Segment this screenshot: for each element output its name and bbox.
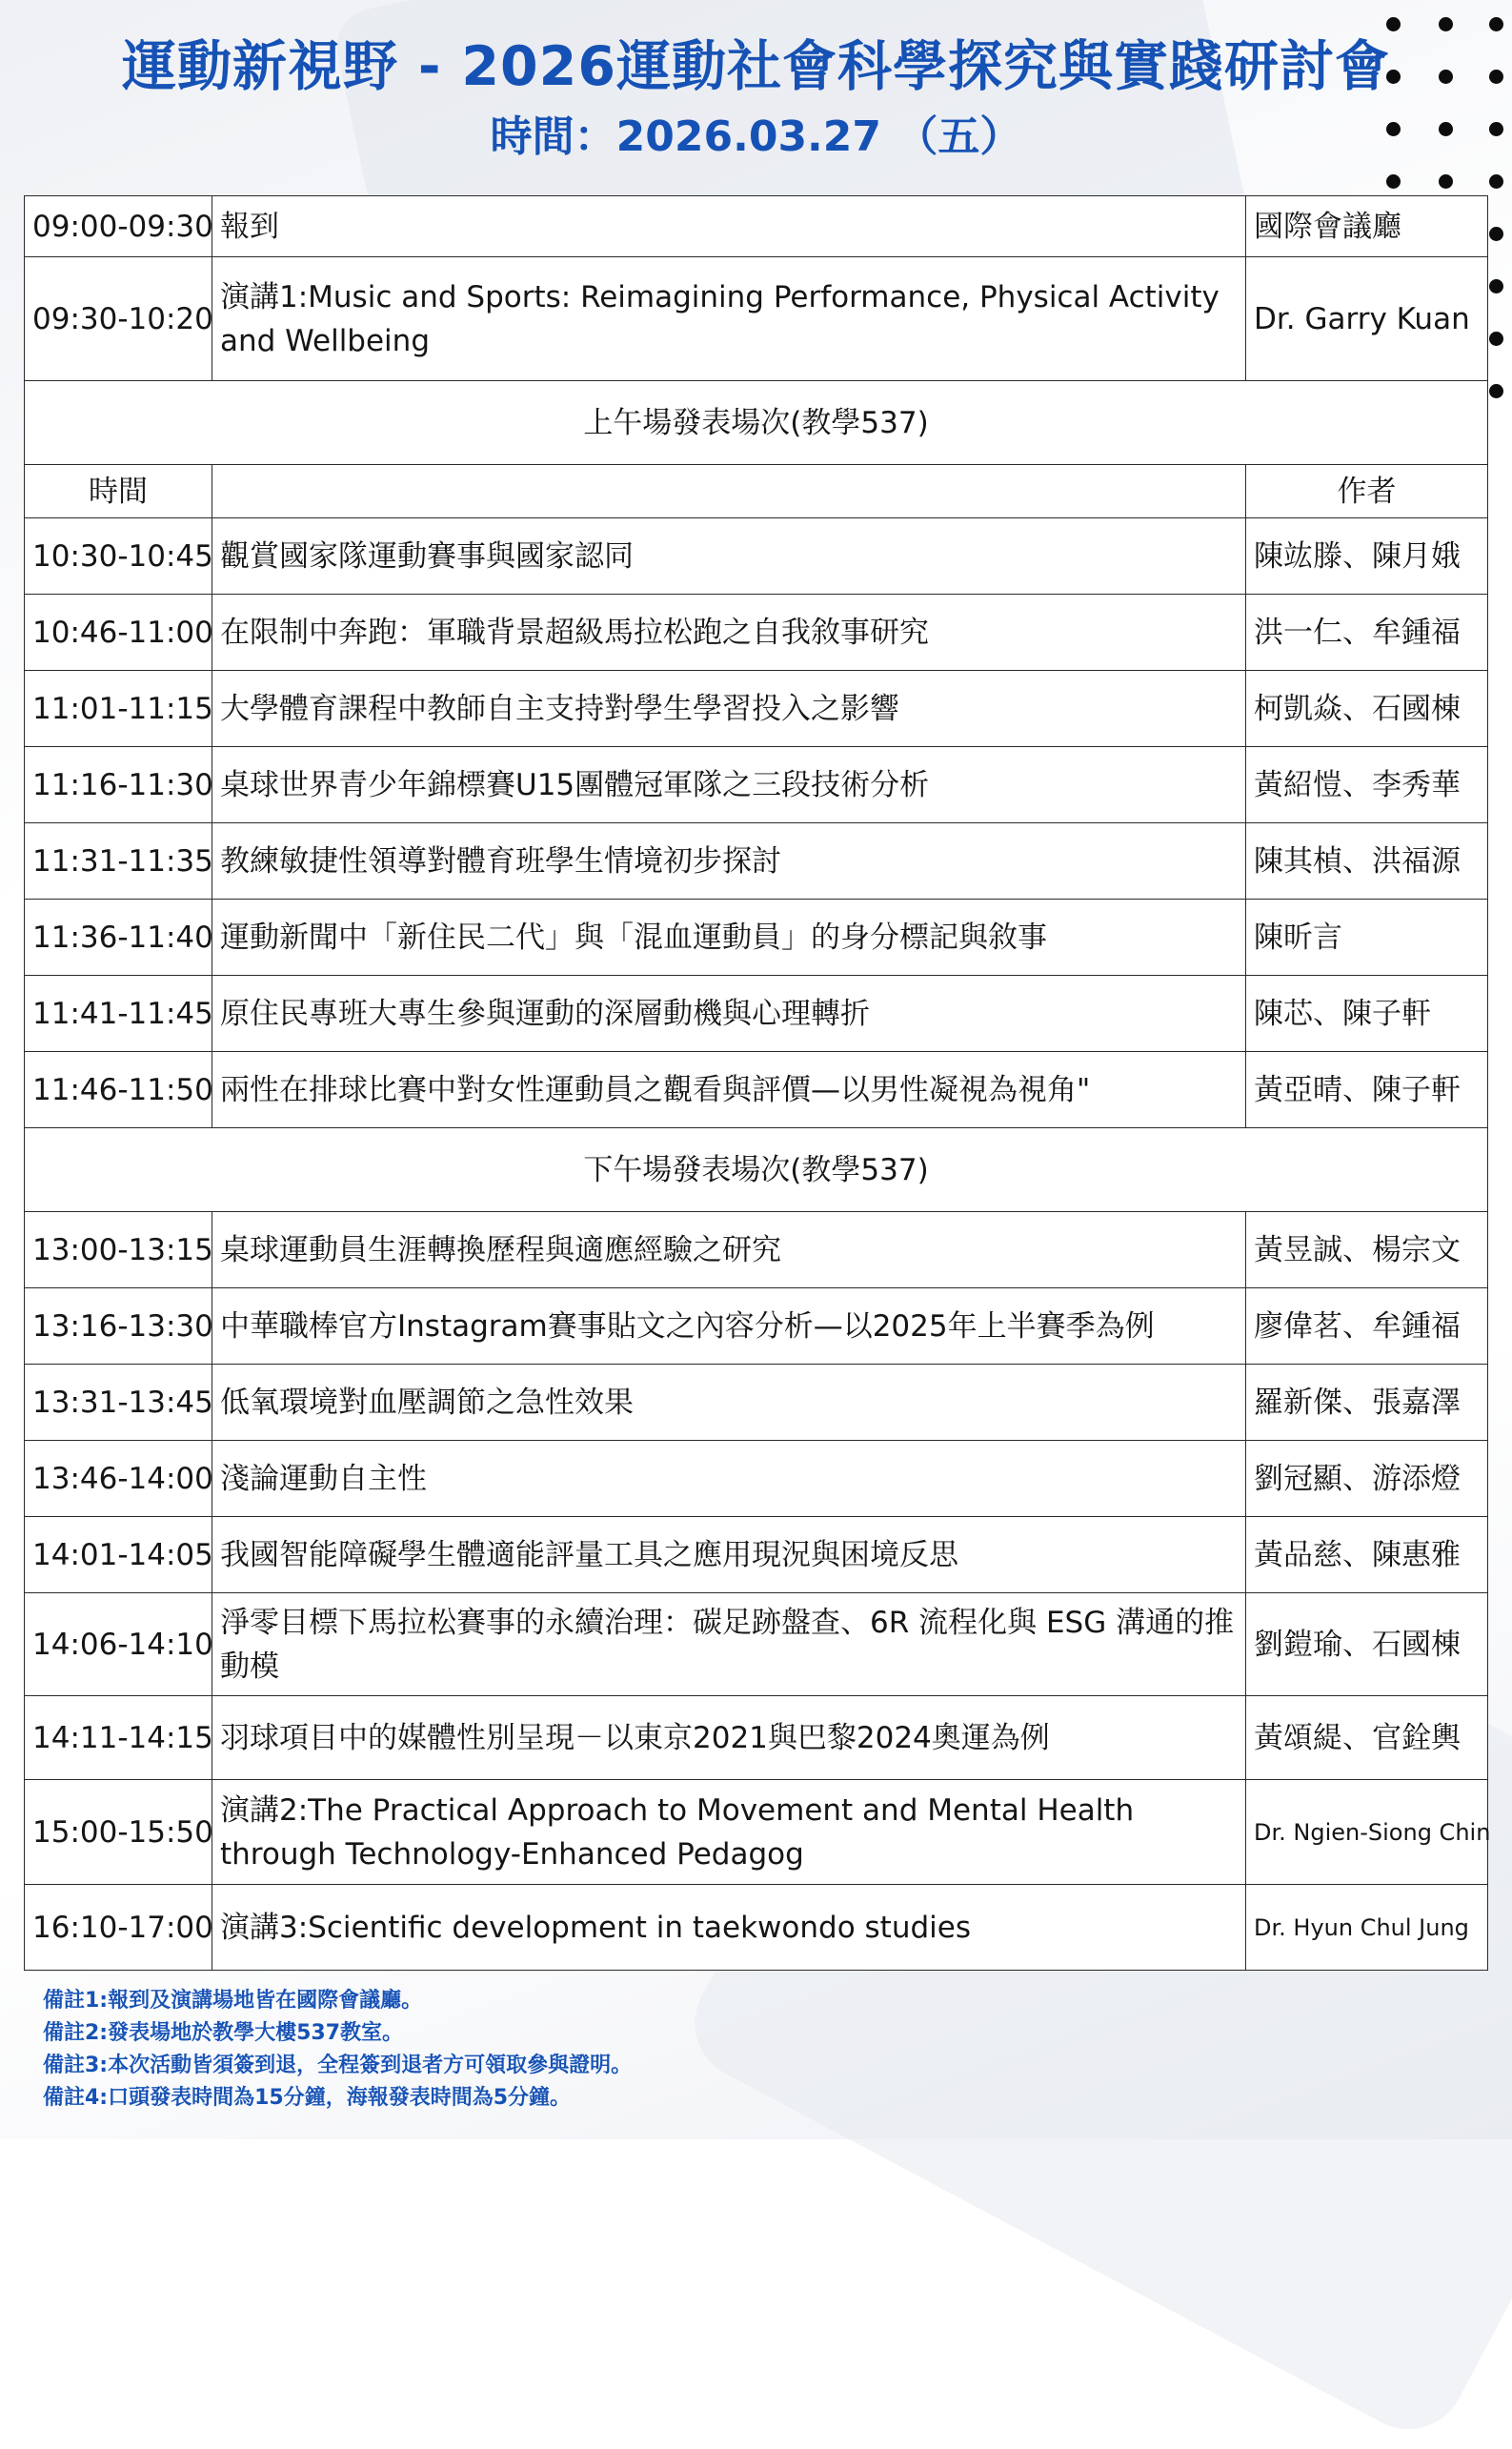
topic-cell: 原住民專班大專生參與運動的深層動機與心理轉折 (212, 976, 1246, 1052)
dot (1489, 174, 1503, 189)
table-row (25, 1365, 1488, 1441)
author-cell: 羅新傑、張嘉澤 (1246, 1365, 1488, 1441)
table-row (25, 823, 1488, 900)
table-row (25, 1780, 1488, 1885)
time-cell: 13:31-13:45 (25, 1365, 212, 1441)
author-cell: Dr. Ngien-Siong Chin (1246, 1780, 1488, 1885)
section-row (25, 381, 1488, 465)
schedule-body (25, 196, 1491, 1971)
schedule-table (24, 195, 1491, 1971)
time-cell: 13:00-13:15 (25, 1212, 212, 1288)
dot (1489, 279, 1503, 293)
table-row (25, 1593, 1488, 1696)
author-cell: 黃亞晴、陳子軒 (1246, 1052, 1488, 1128)
table-row (25, 257, 1488, 381)
time-cell: 13:16-13:30 (25, 1288, 212, 1365)
author-cell: 廖偉茗、牟鍾福 (1246, 1288, 1488, 1365)
table-row (25, 1212, 1488, 1288)
section-row (25, 1128, 1488, 1212)
time-cell: 09:00-09:30 (25, 196, 212, 257)
table-row (25, 196, 1488, 257)
author-cell: 柯凱焱、石國棟 (1246, 671, 1488, 747)
time-cell: 11:46-11:50 (25, 1052, 212, 1128)
author-cell: 黃昱誠、楊宗文 (1246, 1212, 1488, 1288)
dot (1386, 174, 1401, 189)
time-cell: 10:46-11:00 (25, 595, 212, 671)
dot (1439, 174, 1453, 189)
table-row (25, 976, 1488, 1052)
topic-cell: 演講3:Scientific development in taekwondo studies (212, 1885, 1246, 1971)
time-cell: 14:06-14:10 (25, 1593, 212, 1696)
event-date: 時間：2026.03.27 （五） (490, 112, 1022, 161)
time-cell: 14:01-14:05 (25, 1517, 212, 1593)
topic-cell: 教練敏捷性領導對體育班學生情境初步探討 (212, 823, 1246, 900)
column-header-topic (212, 465, 1246, 518)
note: 備註3:本次活動皆須簽到退，全程簽到退者方可領取參與證明。 (43, 2054, 633, 2077)
topic-cell: 羽球項目中的媒體性別呈現－以東京2021與巴黎2024奧運為例 (212, 1696, 1246, 1780)
dot (1489, 384, 1503, 398)
page-header (0, 29, 1512, 166)
topic-cell: 觀賞國家隊運動賽事與國家認同 (212, 518, 1246, 595)
time-cell: 11:16-11:30 (25, 747, 212, 823)
topic-cell: 演講2:The Practical Approach to Movement and Mental Health through Technology-Enhanced Pedagog (212, 1780, 1246, 1885)
topic-cell: 兩性在排球比賽中對女性運動員之觀看與評價—以男性凝視為視角" (212, 1052, 1246, 1128)
author-cell: 陳芯、陳子軒 (1246, 976, 1488, 1052)
time-cell: 11:36-11:40 (25, 900, 212, 976)
topic-cell: 淨零目標下馬拉松賽事的永續治理：碳足跡盤查、6R 流程化與 ESG 溝通的推動模 (212, 1593, 1246, 1696)
section-label: 上午場發表場次(教學537) (25, 381, 1488, 465)
table-row (25, 900, 1488, 976)
table-row (25, 1441, 1488, 1517)
column-header-row (25, 465, 1488, 518)
topic-cell: 中華職棒官方Instagram賽事貼文之內容分析—以2025年上半賽季為例 (212, 1288, 1246, 1365)
author-cell: 陳竑滕、陳月娥 (1246, 518, 1488, 595)
table-row (25, 671, 1488, 747)
table-row (25, 1885, 1488, 1971)
topic-cell: 我國智能障礙學生體適能評量工具之應用現況與困境反思 (212, 1517, 1246, 1593)
table-row (25, 595, 1488, 671)
section-label: 下午場發表場次(教學537) (25, 1128, 1488, 1212)
table-row (25, 747, 1488, 823)
table-row (25, 1288, 1488, 1365)
page-title: 運動新視野 - 2026運動社會科學探究與實踐研討會 (122, 35, 1390, 98)
table-row (25, 1696, 1488, 1780)
time-cell: 13:46-14:00 (25, 1441, 212, 1517)
time-cell: 11:31-11:35 (25, 823, 212, 900)
author-cell: 黃品慈、陳惠雅 (1246, 1517, 1488, 1593)
topic-cell: 大學體育課程中教師自主支持對學生學習投入之影響 (212, 671, 1246, 747)
author-cell: Dr. Garry Kuan (1246, 257, 1488, 381)
author-cell: 黃紹愷、李秀華 (1246, 747, 1488, 823)
topic-cell: 低氧環境對血壓調節之急性效果 (212, 1365, 1246, 1441)
topic-cell: 淺論運動自主性 (212, 1441, 1246, 1517)
time-cell: 11:41-11:45 (25, 976, 212, 1052)
note: 備註2:發表場地於教學大樓537教室。 (43, 2021, 404, 2045)
author-cell: 劉冠顯、游添燈 (1246, 1441, 1488, 1517)
column-header-author: 作者 (1246, 465, 1488, 518)
time-cell: 10:30-10:45 (25, 518, 212, 595)
author-cell: 洪一仁、牟鍾福 (1246, 595, 1488, 671)
table-row (25, 518, 1488, 595)
note: 備註4:口頭發表時間為15分鐘，海報發表時間為5分鐘。 (43, 2086, 572, 2110)
notes-section (43, 1985, 1472, 2115)
table-row (25, 1517, 1488, 1593)
author-cell: 陳其楨、洪福源 (1246, 823, 1488, 900)
time-cell: 14:11-14:15 (25, 1696, 212, 1780)
author-cell: 劉鎧瑜、石國棟 (1246, 1593, 1488, 1696)
topic-cell: 桌球運動員生涯轉換歷程與適應經驗之研究 (212, 1212, 1246, 1288)
time-cell: 09:30-10:20 (25, 257, 212, 381)
time-cell: 16:10-17:00 (25, 1885, 212, 1971)
time-cell: 11:01-11:15 (25, 671, 212, 747)
author-cell: 國際會議廳 (1246, 196, 1488, 257)
time-cell: 15:00-15:50 (25, 1780, 212, 1885)
topic-cell: 桌球世界青少年錦標賽U15團體冠軍隊之三段技術分析 (212, 747, 1246, 823)
table-row (25, 1052, 1488, 1128)
topic-cell: 報到 (212, 196, 1246, 257)
topic-cell: 運動新聞中「新住民二代」與「混血運動員」的身分標記與敘事 (212, 900, 1246, 976)
topic-cell: 在限制中奔跑：軍職背景超級馬拉松跑之自我敘事研究 (212, 595, 1246, 671)
author-cell: Dr. Hyun Chul Jung (1246, 1885, 1488, 1971)
author-cell: 陳昕言 (1246, 900, 1488, 976)
column-header-time: 時間 (25, 465, 212, 518)
topic-cell: 演講1:Music and Sports: Reimagining Performance, Physical Activity and Wellbeing (212, 257, 1246, 381)
author-cell: 黃頌緹、官銓輿 (1246, 1696, 1488, 1780)
dot (1489, 227, 1503, 241)
note: 備註1:報到及演講場地皆在國際會議廳。 (43, 1989, 423, 2013)
dot (1489, 332, 1503, 346)
